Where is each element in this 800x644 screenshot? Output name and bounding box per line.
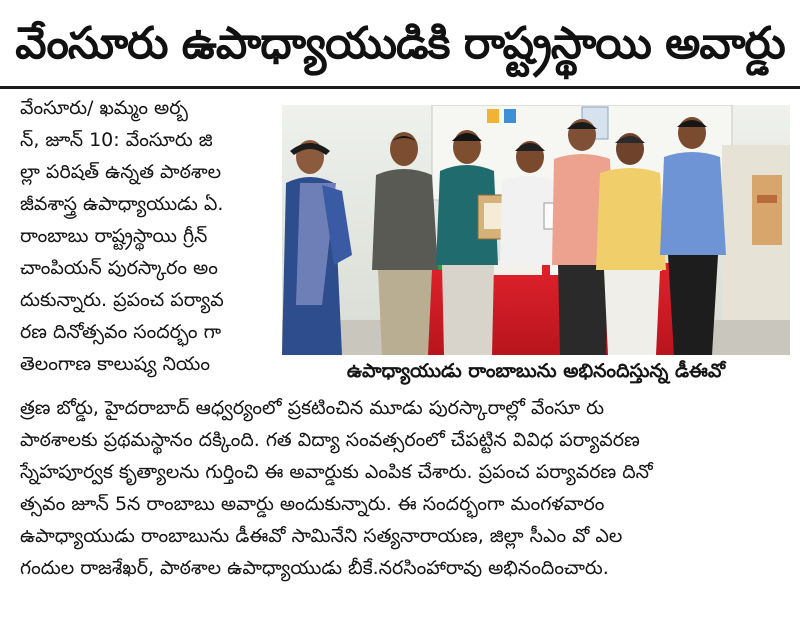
article-line: రాంబాబు రాష్ట్రస్థాయి గ్రీన్: [20, 225, 208, 247]
article-line: రణ దినోత్సవం సందర్భం గా: [20, 321, 222, 343]
article-line: చాంపియన్ పురస్కారం అం: [20, 257, 218, 279]
headline: వేంసూరు ఉపాధ్యాయుడికి రాష్ట్రస్థాయి అవార్డు: [15, 18, 785, 69]
article-line: ఉపాధ్యాయుడు రాంబాబును డీఈవో సామినేని సత్యనారాయణ, జిల్లా సీఎం వో ఎల: [20, 525, 623, 547]
article-line: పాఠశాలకు ప్రథమస్థానం దక్కింది. గత విద్యా సంవత్సరంలో చేపట్టిన వివిధ పర్యావరణ: [20, 429, 640, 451]
article-line: తెలంగాణ కాలుష్య నియం: [20, 353, 210, 375]
article-line: జీవశాస్త్ర ఉపాధ్యాయుడు ఏ.: [20, 193, 224, 215]
headline-rule: [0, 86, 800, 89]
article-line: గందుల రాజశేఖర్, పాఠశాల ఉపాధ్యాయుడు బీకే.నరసింహారావు అభినందించారు.: [20, 557, 609, 579]
photo-caption: ఉపాధ్యాయుడు రాంబాబును అభినందిస్తున్న డీఈవో: [346, 360, 726, 382]
article-line: న్, జూన్ 10: వేంసూరు జి: [20, 129, 213, 151]
article-line: ల్లా పరిషత్ ఉన్నత పాఠశాల: [20, 161, 222, 183]
news-photo: [282, 105, 790, 355]
article-line: త్రణ బోర్డు, హైదరాబాద్ ఆధ్వర్యంలో ప్రకటించిన మూడు పురస్కారాల్లో వేంసూ రు: [20, 397, 605, 419]
article-line: స్నేహపూర్వక కృత్యాలను గుర్తించి ఈ అవార్డుకు ఎంపిక చేశారు. ప్రపంచ పర్యావరణ దినో: [20, 461, 653, 483]
article-line: దుకున్నారు. ప్రపంచ పర్యావ: [20, 289, 224, 311]
article-line: త్సవం జూన్ 5న రాంబాబు అవార్డు అందుకున్నారు. ఈ సందర్భంగా మంగళవారం: [20, 493, 605, 515]
article-line: వేంసూరు/ ఖమ్మం అర్బ: [20, 97, 189, 119]
